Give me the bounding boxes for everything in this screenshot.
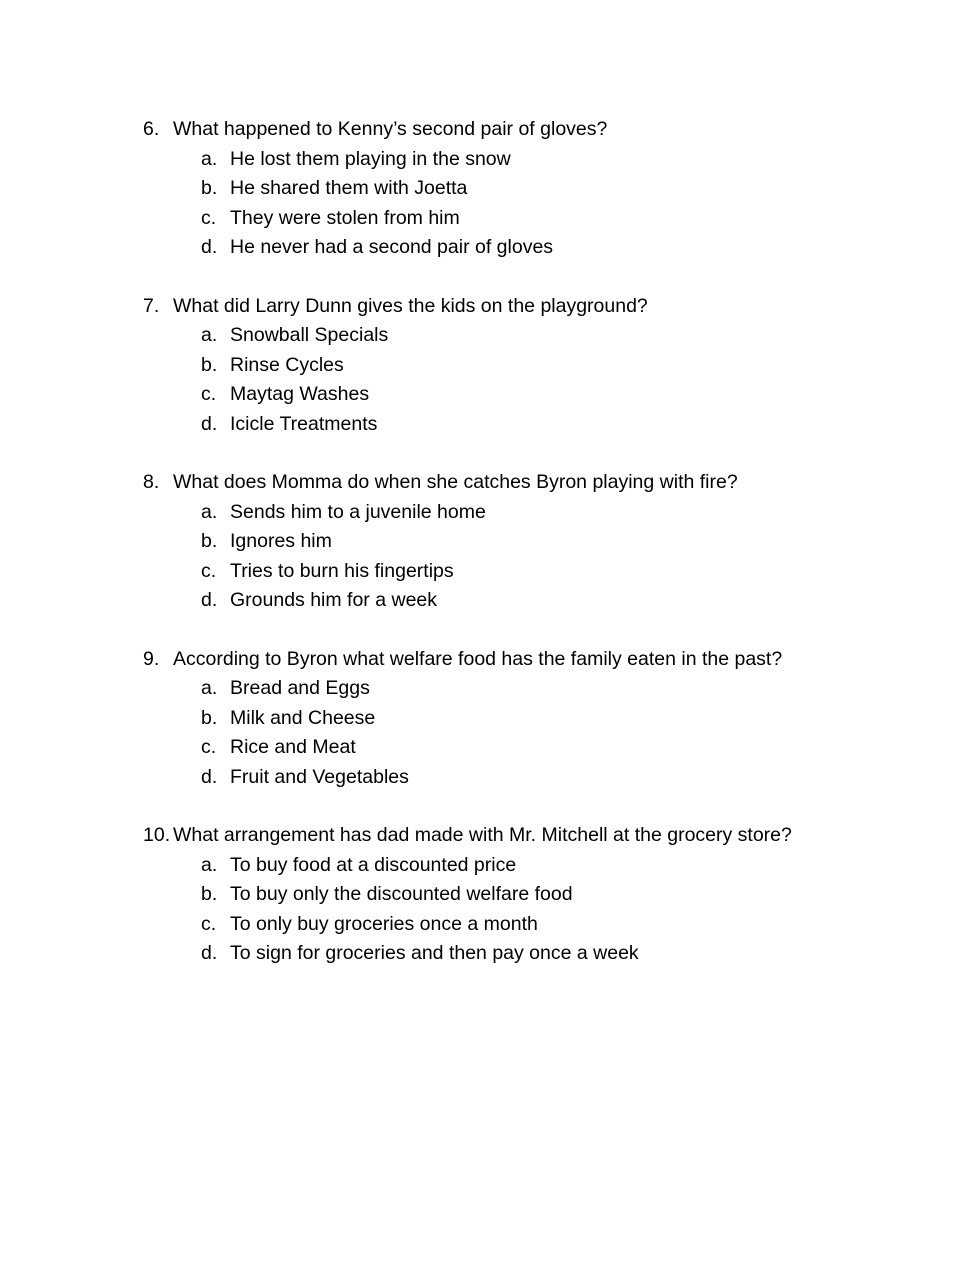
option-letter: b. bbox=[201, 883, 218, 905]
option-text: To buy food at a discounted price bbox=[230, 853, 517, 876]
question-line bbox=[143, 115, 943, 145]
question-text: What does Momma do when she catches Byron playing with fire? bbox=[173, 471, 738, 493]
option-letter: c. bbox=[201, 206, 217, 229]
answer-option bbox=[143, 733, 943, 763]
option-letter: a. bbox=[201, 147, 218, 170]
question-number: 7. bbox=[143, 294, 160, 317]
answer-options bbox=[143, 674, 943, 792]
answer-option bbox=[143, 674, 943, 704]
option-text: He lost them playing in the snow bbox=[230, 147, 511, 170]
option-text: Ignores him bbox=[230, 530, 332, 552]
answer-option bbox=[143, 174, 943, 204]
question-text: According to Byron what welfare food has the family eaten in the past? bbox=[173, 647, 783, 670]
answer-option bbox=[143, 939, 943, 969]
option-text: Milk and Cheese bbox=[230, 706, 376, 729]
option-text: To sign for groceries and then pay once a week bbox=[230, 942, 639, 964]
option-text: Fruit and Vegetables bbox=[230, 765, 409, 788]
option-letter: d. bbox=[201, 412, 218, 435]
option-letter: a. bbox=[201, 853, 218, 876]
question-number: 8. bbox=[143, 471, 160, 493]
question-8 bbox=[143, 468, 943, 616]
option-text: Sends him to a juvenile home bbox=[230, 500, 486, 523]
question-6 bbox=[143, 115, 943, 263]
question-7 bbox=[143, 292, 943, 440]
answer-option bbox=[143, 527, 943, 557]
option-text: Bread and Eggs bbox=[230, 677, 370, 699]
question-9 bbox=[143, 645, 943, 793]
answer-options bbox=[143, 321, 943, 439]
option-text: He shared them with Joetta bbox=[230, 177, 468, 199]
option-letter: d. bbox=[201, 942, 218, 964]
answer-option bbox=[143, 380, 943, 410]
option-letter: d. bbox=[201, 236, 218, 258]
option-letter: c. bbox=[201, 736, 217, 758]
option-text: Rice and Meat bbox=[230, 736, 356, 758]
option-text: To buy only the discounted welfare food bbox=[230, 883, 573, 905]
option-letter: c. bbox=[201, 383, 217, 405]
answer-option bbox=[143, 586, 943, 616]
answer-option bbox=[143, 498, 943, 528]
answer-option bbox=[143, 851, 943, 881]
option-text: Icicle Treatments bbox=[230, 412, 378, 435]
option-text: He never had a second pair of gloves bbox=[230, 236, 554, 258]
answer-options bbox=[143, 145, 943, 263]
question-number: 10. bbox=[143, 824, 171, 846]
question-number: 9. bbox=[143, 647, 160, 670]
answer-option bbox=[143, 351, 943, 381]
answer-option bbox=[143, 557, 943, 587]
question-line bbox=[143, 468, 943, 498]
answer-option bbox=[143, 410, 943, 440]
question-line bbox=[143, 292, 943, 322]
answer-option bbox=[143, 145, 943, 175]
option-letter: a. bbox=[201, 500, 218, 523]
answer-option bbox=[143, 321, 943, 351]
question-text: What did Larry Dunn gives the kids on the playground? bbox=[173, 294, 648, 317]
option-letter: a. bbox=[201, 677, 218, 699]
answer-options bbox=[143, 498, 943, 616]
question-line bbox=[143, 645, 943, 675]
quiz-questions bbox=[143, 115, 943, 998]
option-letter: b. bbox=[201, 530, 218, 552]
answer-option bbox=[143, 233, 943, 263]
answer-option bbox=[143, 704, 943, 734]
option-letter: d. bbox=[201, 589, 218, 611]
answer-option bbox=[143, 910, 943, 940]
option-text: Maytag Washes bbox=[230, 383, 370, 405]
question-number: 6. bbox=[143, 118, 160, 140]
answer-option bbox=[143, 880, 943, 910]
option-text: Rinse Cycles bbox=[230, 353, 344, 376]
option-letter: a. bbox=[201, 324, 218, 346]
option-letter: b. bbox=[201, 706, 218, 729]
option-text: Tries to burn his fingertips bbox=[230, 559, 454, 582]
question-line bbox=[143, 821, 943, 851]
answer-options bbox=[143, 851, 943, 969]
answer-option bbox=[143, 204, 943, 234]
option-letter: c. bbox=[201, 912, 217, 935]
option-text: To only buy groceries once a month bbox=[230, 912, 538, 935]
question-text: What arrangement has dad made with Mr. Mitchell at the grocery store? bbox=[173, 824, 792, 846]
question-text: What happened to Kenny’s second pair of gloves? bbox=[173, 118, 608, 140]
option-text: Snowball Specials bbox=[230, 324, 389, 346]
option-letter: c. bbox=[201, 559, 217, 582]
answer-option bbox=[143, 763, 943, 793]
option-text: Grounds him for a week bbox=[230, 589, 438, 611]
question-10 bbox=[143, 821, 943, 969]
option-letter: b. bbox=[201, 353, 218, 376]
option-text: They were stolen from him bbox=[230, 206, 460, 229]
option-letter: d. bbox=[201, 765, 218, 788]
option-letter: b. bbox=[201, 177, 218, 199]
